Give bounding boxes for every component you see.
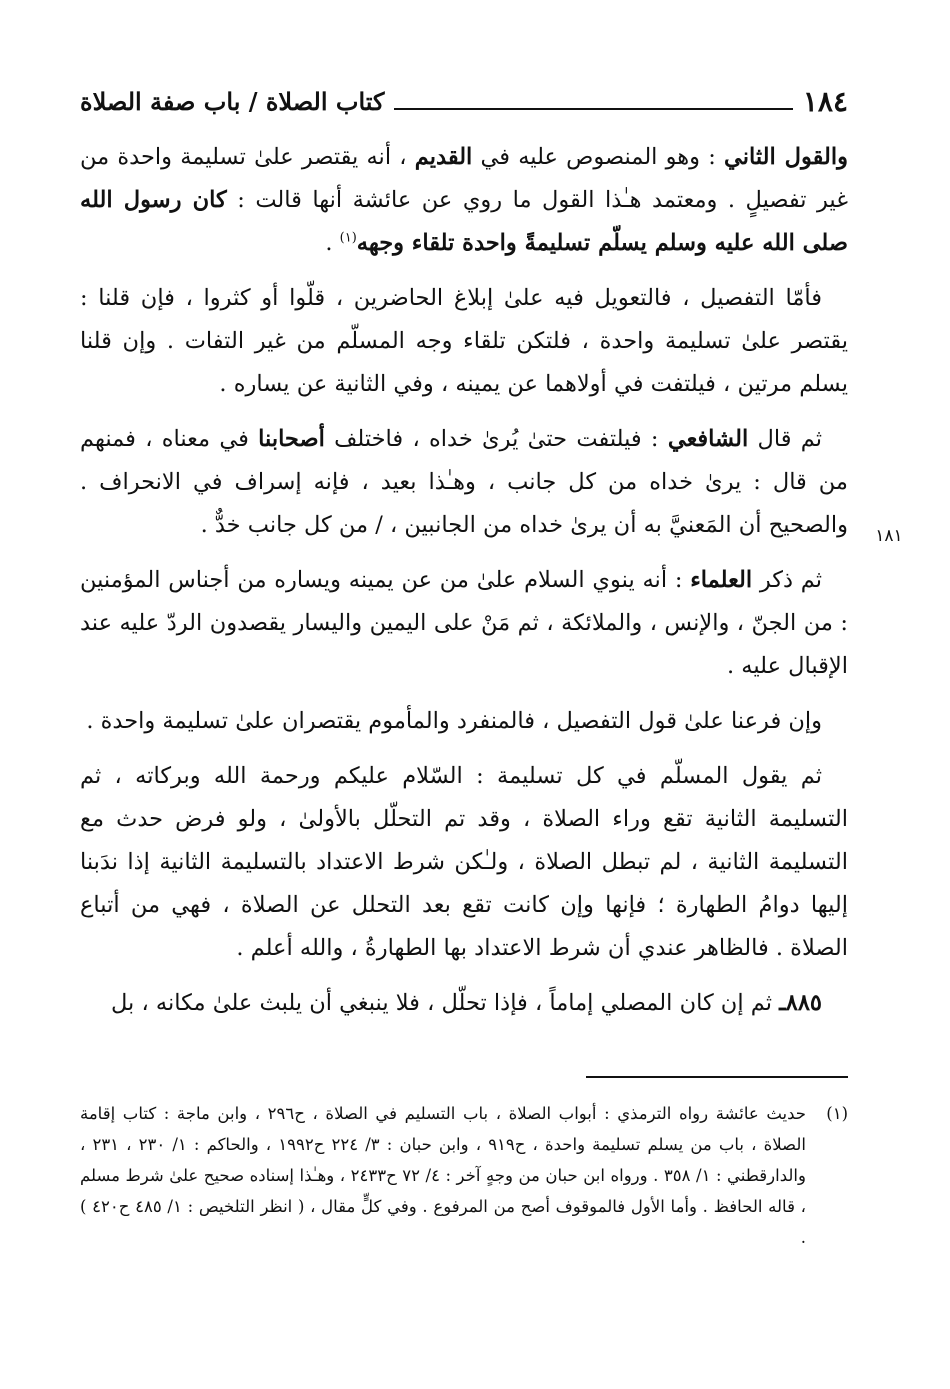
emphasized-term: أصحابنا [258,426,325,452]
footnote-mark: (١) [826,1104,848,1123]
emphasized-term: العلماء [690,567,753,593]
emphasized-term: ٨٨٥ـ [779,990,822,1016]
text-run: ثم يقول المسلّم في كل تسليمة : السّلام عليكم ورحمة الله وبركاته ، ثم التسليمة الثانية تقع وراء الصلاة ، وقد تم التحلّل بالأولىٰ ، ولو فرض حدث مع التسليمة الثانية ، لم تبطل الصلاة ، ولـٰكن شرط الاعتداد بالتسليمة الثانية إذا ندَبنا إليها دوامُ الطهارة ؛ فإنها وإن كانت تقع بعد التحلل عن الصلاة ، فهي من أتباع الصلاة . فالظاهر عندي أن شرط الاعتداد بها الطهارةُ ، والله أعلم . [80,763,848,961]
text-run: ، أنه يقتصر علىٰ تسليمة واحدة من غير تفصيلٍ . ومعتمد هـٰذا القول ما روي عن عائشة أنها قالت : [80,144,848,213]
text-run: ثم إن كان المصلي إماماً ، فإذا تحلّل ، فلا ينبغي أن يلبث علىٰ مكانه ، بل [111,990,780,1016]
emphasized-term: كان رسول الله صلى الله عليه وسلم يسلّم تسليمةً واحدة تلقاء وجهه [80,187,848,256]
paragraph [80,418,848,547]
emphasized-term: القديم [414,144,473,170]
paragraph [80,982,848,1025]
footnote [80,1098,848,1253]
text-run: في معناه ، فمنهم من قال : يرىٰ خداه من كل جانب ، وهـٰذا بعيد ، فإنه إسراف في الانحراف . والصحيح أن المَعنيَّ به أن يرىٰ خداه من الجانبين ، / من كل جانب خدٌّ . [80,426,848,538]
page-number: ١٨٤ [802,84,848,118]
running-title: كتاب الصلاة / باب صفة الصلاة [80,86,385,116]
text-run: وإن فرعنا علىٰ قول التفصيل ، فالمنفرد والمأموم يقتصران علىٰ تسليمة واحدة . [86,708,822,734]
text-run: . [325,230,340,256]
page-header [80,78,848,124]
text-run: ثم ذكر [752,567,823,593]
paragraph [80,136,848,265]
footnote-reference: (١) [339,230,357,246]
text-run: : وهو المنصوص عليه في [472,144,724,170]
footnote-rule [586,1076,848,1078]
paragraph [80,277,848,406]
manuscript-folio-marker: ١٨١ [875,526,903,546]
text-run: : أنه ينوي السلام علىٰ من عن يمينه ويساره من أجناس المؤمنين : من الجنّ ، والإنس ، والملائكة ، ثم مَنْ على اليمين واليسار يقصدون الردّ عليه عند الإقبال عليه . [80,567,848,679]
paragraph [80,755,848,970]
emphasized-term: الشافعي [667,426,749,452]
emphasized-term: والقول الثاني [724,144,848,170]
text-run: ثم قال [748,426,822,452]
paragraph [80,559,848,688]
text-run: : فيلتفت حتىٰ يُرىٰ خداه ، فاختلف [324,426,668,452]
footnote-text: حديث عائشة رواه الترمذي : أبواب الصلاة ، باب التسليم في الصلاة ، ح٢٩٦ ، وابن ماجة : كتاب إقامة الصلاة ، باب من يسلم تسليمة واحدة ، ح٩١٩ ، وابن حبان : ٣/ ٢٢٤ ح١٩٩٢ ، والحاكم : ١/ ٢٣٠ ، ٢٣١ ، والدارقطني : ١/ ٣٥٨ . ورواه ابن حبان من وجهٍ آخر : ٤/ ٧٢ ح٢٤٣٣ ، وهـٰذا إسناده صحيح علىٰ شرط مسلم ، قاله الحافظ . وأما الأول فالموقوف أصح من المرفوع . وفي كلٍّ مقال ، ( انظر التلخيص : ١/ ٤٨٥ ح٤٢٠ ) . [80,1104,806,1247]
header-rule [394,108,792,110]
paragraph [80,700,848,743]
main-text [80,136,848,1037]
text-run: فأمّا التفصيل ، فالتعويل فيه علىٰ إبلاغ الحاضرين ، قلّوا أو كثروا ، فإن قلنا : يقتصر علىٰ تسليمة واحدة ، فلتكن تلقاء وجه المسلّم من غير التفات . وإن قلنا يسلم مرتين ، فيلتفت في أولاهما عن يمينه ، وفي الثانية عن يساره . [80,285,848,397]
